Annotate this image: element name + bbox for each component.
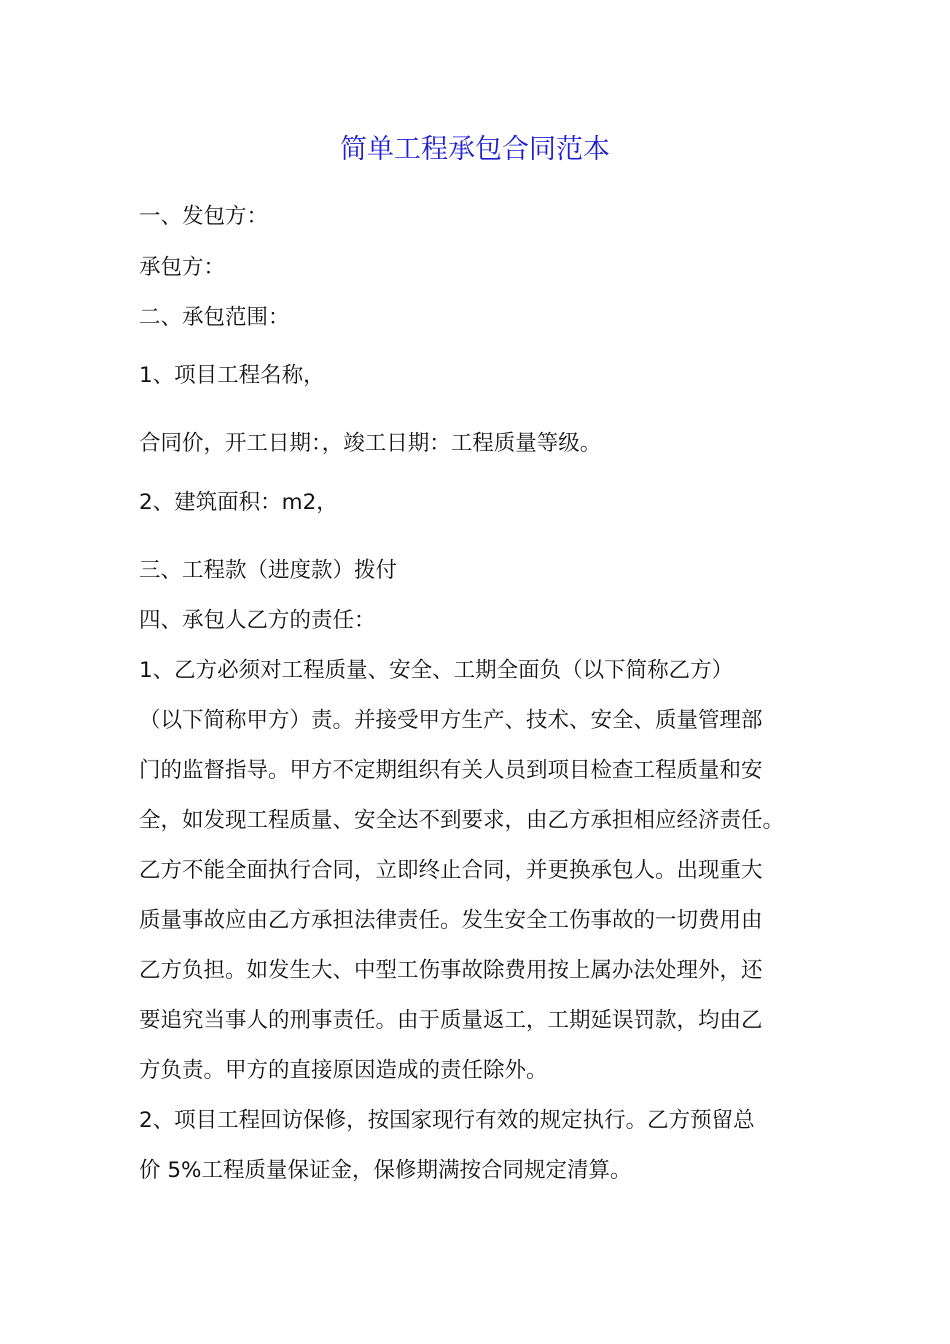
clause-2-line-1: 2、项目工程回访保修，按国家现行有效的规定执行。乙方预留总 <box>139 1108 755 1133</box>
clause-1-line-4: 全，如发现工程质量、安全达不到要求，由乙方承担相应经济责任。 <box>139 808 785 833</box>
clause-2-line-2: 价 5%工程质量保证金，保修期满按合同规定清算。 <box>139 1158 632 1183</box>
building-area-line: 2、建筑面积：m2， <box>139 490 338 515</box>
party-b-line: 承包方： <box>139 255 226 280</box>
clause-1-line-1: 1、乙方必须对工程质量、安全、工期全面负（以下简称乙方） <box>139 658 734 683</box>
clause-1-line-2: （以下简称甲方）责。并接受甲方生产、技术、安全、质量管理部 <box>139 708 763 733</box>
section-scope-heading: 二、承包范围： <box>139 305 290 330</box>
contract-price-line: 合同价，开工日期：，竣工日期：工程质量等级。 <box>139 431 602 456</box>
section-contractor-heading: 四、承包人乙方的责任： <box>139 608 376 633</box>
clause-1-line-7: 乙方负担。如发生大、中型工伤事故除费用按上属办法处理外，还 <box>139 958 763 983</box>
clause-1-line-5: 乙方不能全面执行合同，立即终止合同，并更换承包人。出现重大 <box>139 858 763 883</box>
clause-1-line-9: 方负责。甲方的直接原因造成的责任除外。 <box>139 1058 548 1083</box>
party-a-line: 一、发包方： <box>139 204 269 229</box>
document-title: 简单工程承包合同范本 <box>340 134 610 165</box>
project-name-line: 1、项目工程名称， <box>139 363 325 388</box>
clause-1-line-6: 质量事故应由乙方承担法律责任。发生安全工伤事故的一切费用由 <box>139 908 763 933</box>
clause-1-line-8: 要追究当事人的刑事责任。由于质量返工，工期延误罚款，均由乙 <box>139 1008 763 1033</box>
section-payment-heading: 三、工程款（进度款）拨付 <box>139 558 398 583</box>
clause-1-line-3: 门的监督指导。甲方不定期组织有关人员到项目检查工程质量和安 <box>139 758 763 783</box>
